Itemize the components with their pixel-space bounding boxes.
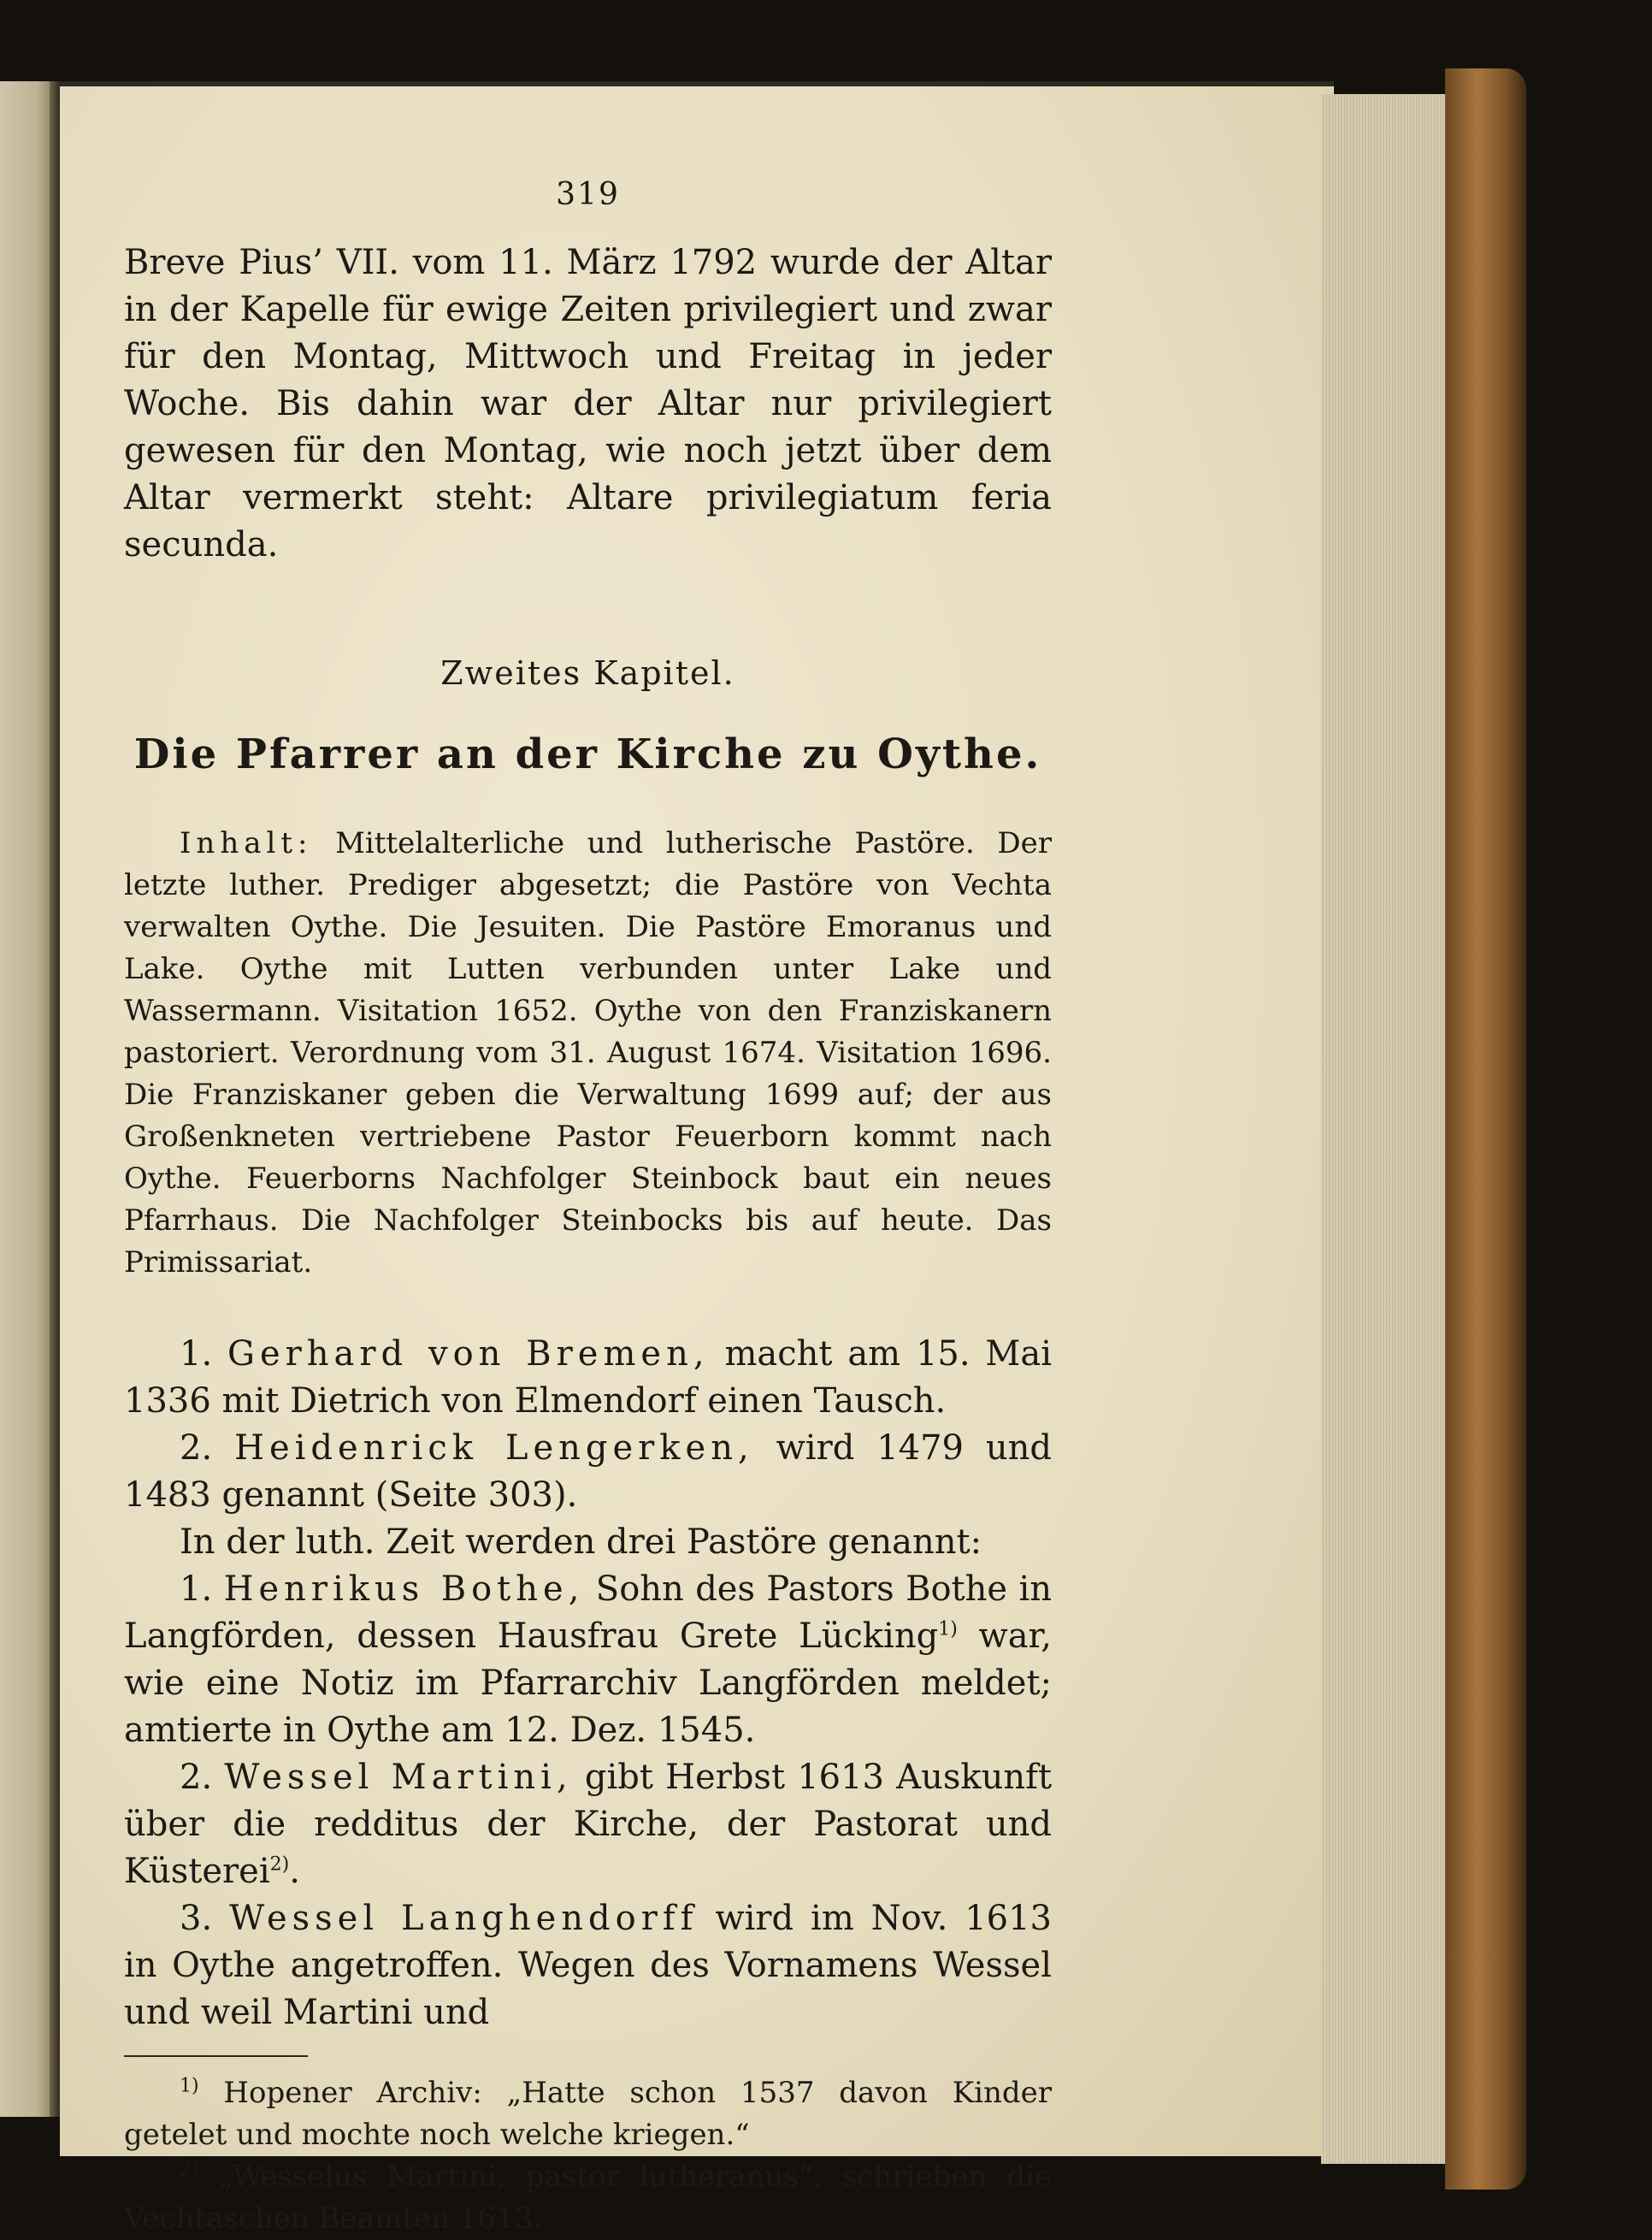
entry: 2. Heidenrick Lengerken, wird 1479 und 1483 genannt (Seite 303).: [124, 1428, 1053, 1515]
summary-label: Inhalt:: [180, 826, 313, 860]
chapter-title: Die Pfarrer an der Kirche zu Oythe.: [133, 730, 1042, 778]
entry: 1. Gerhard von Bremen, macht am 15. Mai 1336 mit Dietrich von Elmendorf einen Tausch.: [124, 1334, 1053, 1421]
footnote: $^{1)}$ Hopener Archiv: „Hatte schon 1537 davon Kinder getelet und mochte noch welche kriegen.“: [124, 2075, 1052, 2152]
entry: 1. Henrikus Bothe, Sohn des Pastors Bothe in Langförden, dessen Hausfrau Grete Lücking$^{1)}$ war, wie eine Notiz im Pfarrarchiv Langförden meldet; amtierte in Oythe am 12. Dez. 1545.: [124, 1569, 1052, 1750]
entry-name: Henrikus Bothe,: [223, 1569, 585, 1609]
entry: 2. Wessel Martini, gibt Herbst 1613 Auskunft über die redditus der Kirche, der Pastorat und Küsterei$^{2)}$.: [124, 1758, 1053, 1891]
page-number: 319: [556, 177, 620, 212]
book-cover: [1445, 68, 1526, 2190]
left-page-edge: [0, 81, 53, 2117]
luth-intro: In der luth. Zeit werden drei Pastöre genannt:: [180, 1522, 982, 1562]
intro-paragraph: Breve Pius’ VII. vom 11. März 1792 wurde der Altar in der Kapelle für ewige Zeiten privilegiert und zwar für den Montag, Mittwoch und Freitag in jeder Woche. Bis dahin war der Altar nur privilegiert gewesen für den Montag, wie noch jetzt über dem Altar vermerkt steht: Altare privilegiatum feria secunda.: [124, 243, 1052, 564]
page-text: [124, 171, 1052, 2240]
entry-name: Heidenrick Lengerken,: [234, 1428, 754, 1468]
footnote-divider: [124, 2055, 308, 2057]
footnote-ref: 1: [938, 1618, 951, 1640]
footnote: $^{2)}$ „Wesselus Martini, pastor lutheranus“, schrieben die Vechtaschen Beamten 1613.: [124, 2159, 1052, 2236]
chapter-summary: [124, 823, 1052, 1284]
entry: 3. Wessel Langhendorff wird im Nov. 1613 in Oythe angetroffen. Wegen des Vornamens Wessel und weil Martini und: [124, 1899, 1053, 2032]
entry-name: Wessel Langhendorff: [229, 1899, 699, 1938]
footnote-ref: 2: [269, 1853, 282, 1876]
summary-text: Mittelalterliche und lutherische Pastöre. Der letzte luther. Prediger abgesetzt; die Pastöre von Vechta verwalten Oythe. Die Jesuiten. Die Pastöre Emoranus und Lake. Oythe mit Lutten verbunden unter Lake und Wassermann. Visitation 1652. Oythe von den Franziskanern pastoriert. Verordnung vom 31. August 1674. Visitation 1696. Die Franziskaner geben die Verwaltung 1699 auf; der aus Großenkneten vertriebene Pastor Feuerborn kommt nach Oythe. Feuerborns Nachfolger Steinbock baut ein neues Pfarrhaus. Die Nachfolger Steinbocks bis auf heute. Das Primissariat.: [124, 826, 1052, 1280]
entry-name: Gerhard von Bremen,: [227, 1334, 710, 1374]
chapter-label: Zweites Kapitel.: [440, 654, 735, 692]
entry-name: Wessel Martini,: [224, 1758, 573, 1797]
